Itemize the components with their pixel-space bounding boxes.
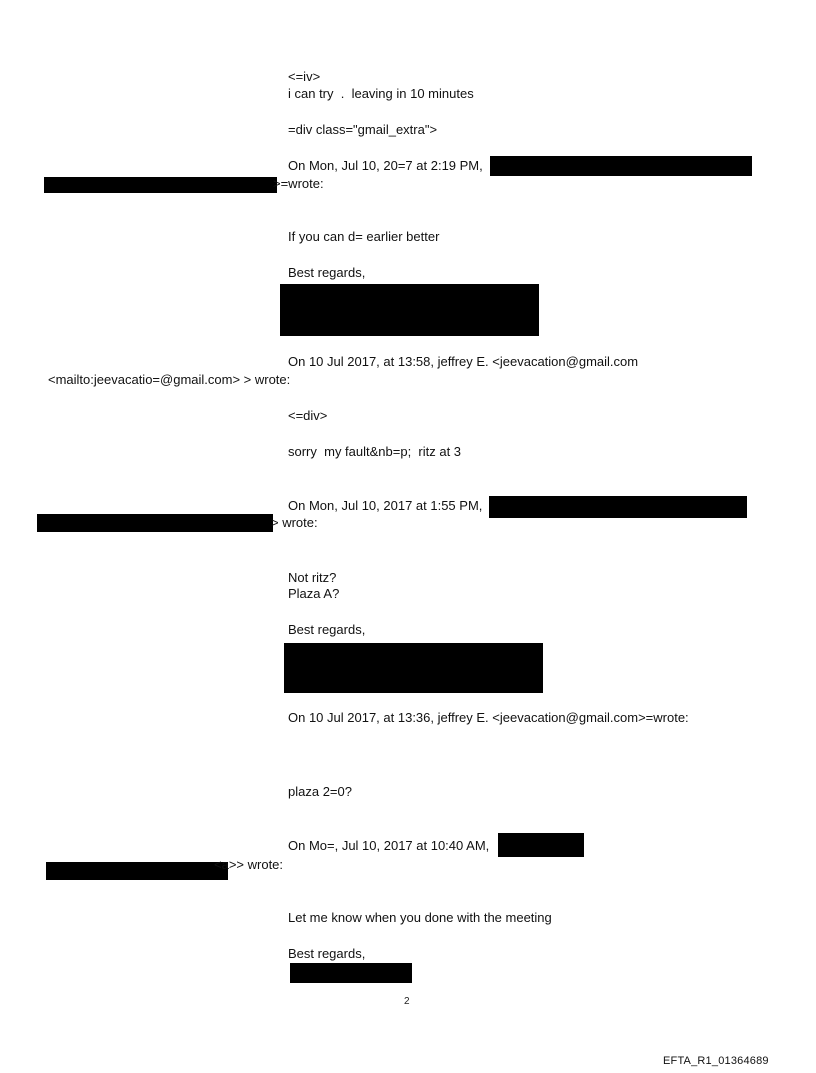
email-header-line: On Mon, Jul 10, 20=7 at 2:19 PM, xyxy=(288,158,483,173)
email-header-line: <mailto:jeevacatio=@gmail.com> > wrote: xyxy=(48,372,291,387)
email-header-line: On Mon, Jul 10, 2017 at 1:55 PM, xyxy=(288,498,483,513)
email-line: =div class="gmail_extra"> xyxy=(288,122,438,137)
email-line: Plaza A? xyxy=(288,586,340,601)
email-header-line: On Mo=, Jul 10, 2017 at 10:40 AM, xyxy=(288,838,490,853)
page-number: 2 xyxy=(404,996,410,1007)
email-line: Not ritz? xyxy=(288,570,337,585)
email-line: plaza 2=0? xyxy=(288,784,352,799)
email-line: Best regards, xyxy=(288,622,366,637)
document-id-footer: EFTA_R1_01364689 xyxy=(663,1055,769,1067)
email-line: <=div> xyxy=(288,408,328,423)
email-line: Best regards, xyxy=(288,265,366,280)
email-line: i can try . leaving in 10 minutes xyxy=(288,86,474,101)
email-line: <=iv> xyxy=(288,69,321,84)
redaction-block xyxy=(489,496,747,518)
redaction-block xyxy=(498,833,584,857)
redaction-block xyxy=(284,643,543,693)
redaction-block xyxy=(37,514,273,532)
email-header-line: On 10 Jul 2017, at 13:58, jeffrey E. <jeevacation@gmail.com xyxy=(288,354,639,369)
redaction-block xyxy=(490,156,752,176)
email-line: If you can d= earlier better xyxy=(288,229,440,244)
redaction-block xyxy=(44,177,277,193)
email-header-line: >=wrote: xyxy=(273,176,324,191)
email-header-line: > wrote: xyxy=(271,515,318,530)
email-header-line: <a>> wrote: xyxy=(214,857,284,872)
email-line: sorry my fault&nb=p; ritz at 3 xyxy=(288,444,462,459)
redaction-block xyxy=(280,284,539,336)
email-line: Let me know when you done with the meeting xyxy=(288,910,552,925)
redaction-block xyxy=(290,963,412,983)
redaction-block xyxy=(46,862,228,880)
email-line: Best regards, xyxy=(288,946,366,961)
email-header-line: On 10 Jul 2017, at 13:36, jeffrey E. <jeevacation@gmail.com>=wrote: xyxy=(288,710,689,725)
